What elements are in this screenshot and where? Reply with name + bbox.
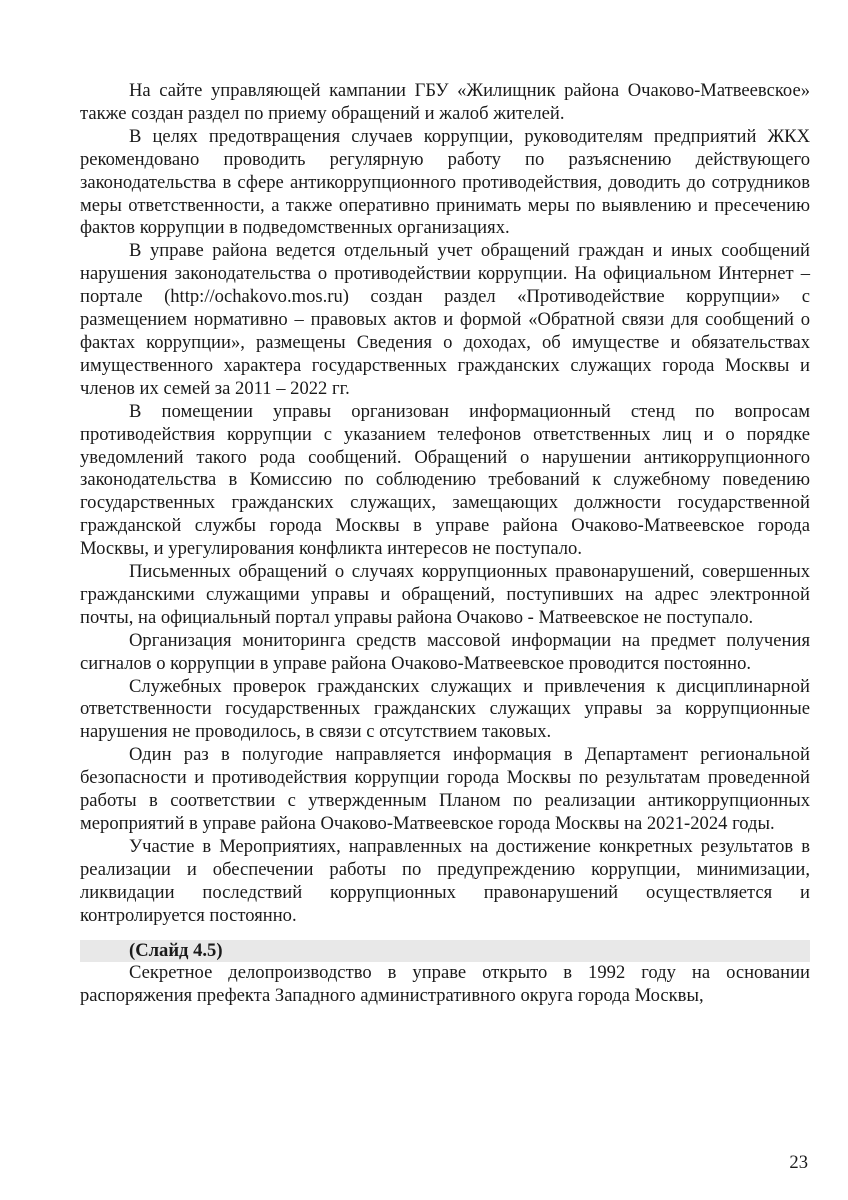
slide-label: (Слайд 4.5) bbox=[80, 940, 810, 963]
paragraph-4: В помещении управы организован информационный стенд по вопросам противодействия коррупции с указанием телефонов ответственных лиц и о порядке уведомлений такого рода сообщений. Обращений о нарушении антикоррупционного законодательства в Комиссию по соблюдению требований к служебному поведению государственных гражданских служащих, замещающих должности государственной гражданской службы города Москвы в управе района Очаково-Матвеевское города Москвы, и урегулирования конфликта интересов не поступало. bbox=[80, 400, 810, 560]
paragraph-5: Письменных обращений о случаях коррупционных правонарушений, совершенных гражданскими служащими управы и обращений, поступивших на адрес электронной почты, на официальный портал управы района Очаково - Матвеевское не поступало. bbox=[80, 561, 810, 628]
paragraph-9: Участие в Мероприятиях, направленных на достижение конкретных результатов в реализации и обеспечении работы по предупреждению коррупции, минимизации, ликвидации последствий коррупционных правонарушений осуществляется и контролируется постоянно. bbox=[80, 835, 810, 926]
paragraph-7: Служебных проверок гражданских служащих и привлечения к дисциплинарной ответственности государственных гражданских служащих управы за коррупционные нарушения не проводилось, в связи с отсутствием таковых. bbox=[80, 675, 810, 743]
paragraph-6: Организация мониторинга средств массовой информации на предмет получения сигналов о коррупции в управе района Очаково-Матвеевское проводится постоянно. bbox=[80, 629, 810, 674]
paragraph-2: В целях предотвращения случаев коррупции, руководителям предприятий ЖКХ рекомендовано проводить регулярную работу по разъяснению действующего законодательства в сфере антикоррупционного противодействия, доводить до сотрудников меры ответственности, а также оперативно принимать меры по выявлению и пресечению фактов коррупции в подведомственных организациях. bbox=[80, 125, 810, 239]
paragraph-3: В управе района ведется отдельный учет обращений граждан и иных сообщений нарушения законодательства о противодействии коррупции. На официальном Интернет – портале (http://ochakovo.mos.ru) создан раздел «Противодействие коррупции» с размещением нормативно – правовых актов и формой «Обратной связи для сообщений о фактах коррупции», размещены Сведения о доходах, об имуществе и обязательствах имущественного характера государственных гражданских служащих города Москвы и членов их семей за 2011 – 2022 гг. bbox=[80, 240, 810, 399]
paragraph-8: Один раз в полугодие направляется информация в Департамент региональной безопасности и противодействия коррупции города Москвы по результатам проведенной работы в соответствии с утвержденным Планом по реализации антикоррупционных мероприятий в управе района Очаково-Матвеевское города Москвы на 2021-2024 годы. bbox=[80, 744, 810, 834]
page-number: 23 bbox=[789, 1152, 808, 1173]
document-page bbox=[80, 80, 810, 1008]
paragraph-1: На сайте управляющей кампании ГБУ «Жилищник района Очаково-Матвеевское» также создан раздел по приему обращений и жалоб жителей. bbox=[80, 80, 810, 124]
closing-paragraph: Секретное делопроизводство в управе открыто в 1992 году на основании распоряжения префекта Западного административного округа города Москвы, bbox=[80, 962, 810, 1007]
